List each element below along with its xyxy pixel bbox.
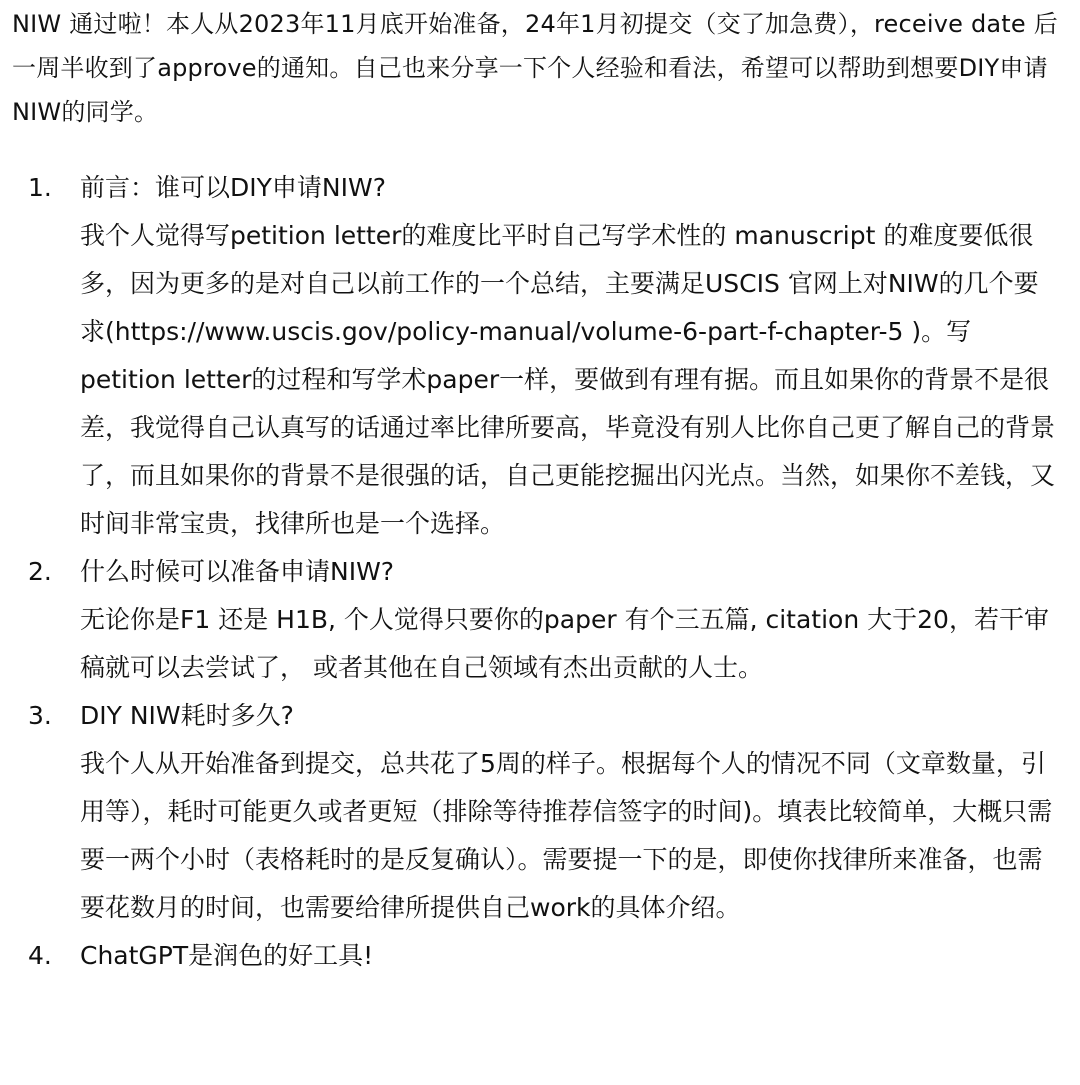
section-body: 无论你是F1 还是 H1B, 个人觉得只要你的paper 有个三五篇, citation 大于20，若干审稿就可以去尝试了， 或者其他在自己领域有杰出贡献的人士。: [80, 605, 1049, 682]
list-item-content: [80, 164, 1060, 548]
list-item-3: [12, 692, 1060, 932]
list-item-content: [80, 548, 1060, 692]
list-number: 3.: [28, 701, 52, 730]
list-item-content: [80, 692, 1060, 932]
list-item-1: [12, 164, 1060, 548]
numbered-list: [12, 164, 1060, 980]
list-number: 2.: [28, 557, 52, 586]
section-heading: DIY NIW耗时多久?: [80, 701, 294, 730]
list-item-content: [80, 932, 1060, 980]
intro-paragraph: NIW 通过啦！本人从2023年11月底开始准备，24年1月初提交（交了加急费），receive date 后一周半收到了approve的通知。自己也来分享一下个人经验和看法，希望可以帮助到想要DIY申请NIW的同学。: [12, 10, 1058, 126]
list-item-2: [12, 548, 1060, 692]
section-heading: ChatGPT是润色的好工具!: [80, 941, 374, 970]
section-body: 我个人觉得写petition letter的难度比平时自己写学术性的 manuscript 的难度要低很多，因为更多的是对自己以前工作的一个总结，主要满足USCIS 官网上对NIW的几个要求(https://www.uscis.gov/policy-manual/volume-6-part-f-chapter-5 )。写petition letter的过程和写学术paper一样，要做到有理有据。而且如果你的背景不是很差，我觉得自己认真写的话通过率比律所要高，毕竟没有别人比你自己更了解自己的背景了，而且如果你的背景不是很强的话，自己更能挖掘出闪光点。当然，如果你不差钱，又时间非常宝贵，找律所也是一个选择。: [80, 221, 1056, 538]
section-heading: 什么时候可以准备申请NIW?: [80, 557, 395, 586]
list-number: 1.: [28, 173, 52, 202]
list-number: 4.: [28, 941, 52, 970]
list-item-4: [12, 932, 1060, 980]
section-heading: 前言：谁可以DIY申请NIW?: [80, 173, 386, 202]
section-body: 我个人从开始准备到提交，总共花了5周的样子。根据每个人的情况不同（文章数量，引用等），耗时可能更久或者更短（排除等待推荐信签字的时间)。填表比较简单，大概只需要一两个小时（表格耗时的是反复确认）。需要提一下的是，即使你找律所来准备，也需要花数月的时间，也需要给律所提供自己work的具体介绍。: [80, 749, 1053, 922]
